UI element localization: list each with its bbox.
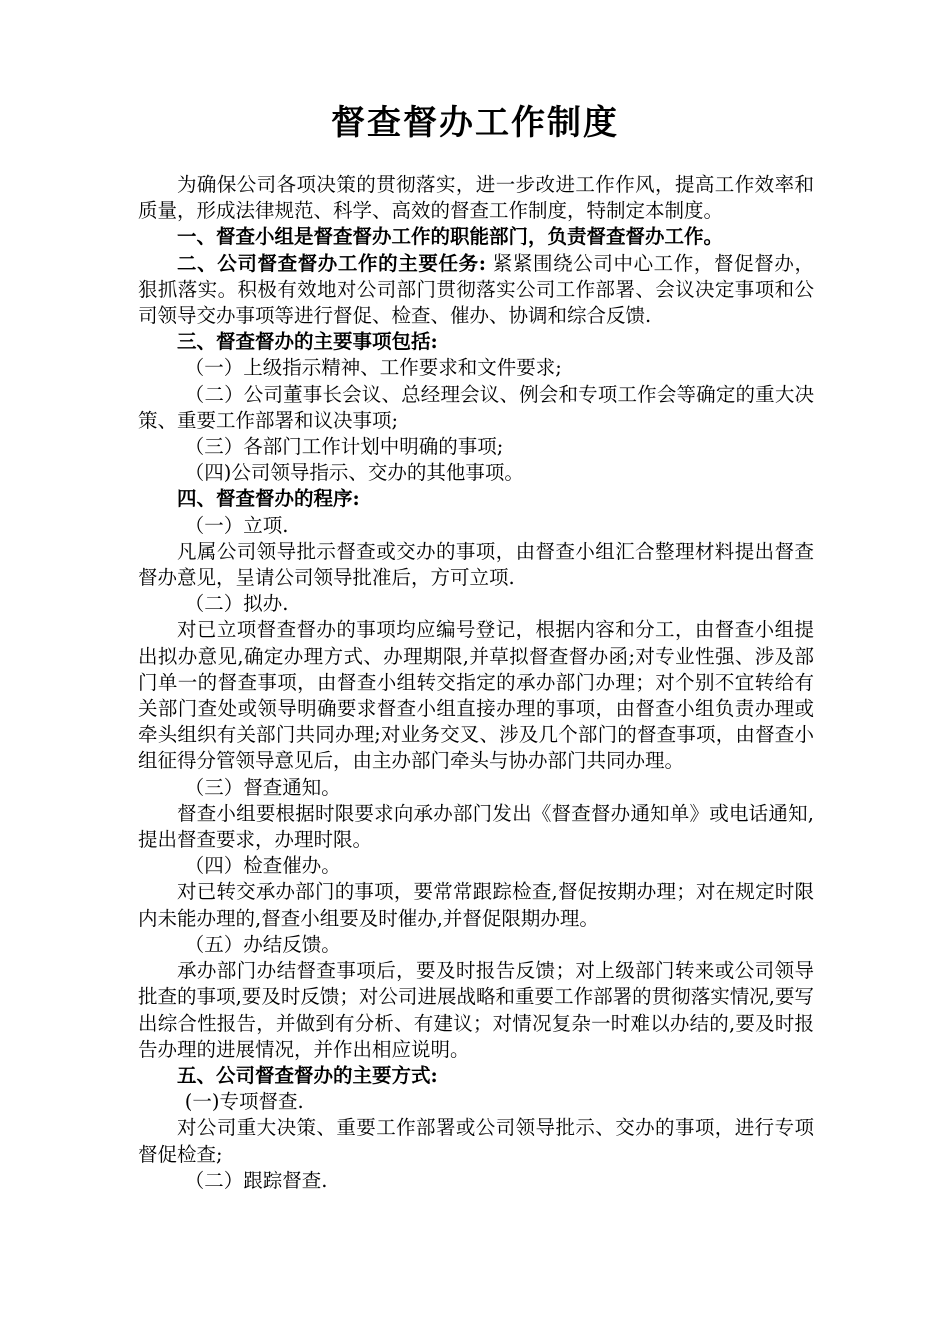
section-heading-2: 二、公司督查督办工作的主要任务: bbox=[177, 251, 486, 275]
document-title: 督查督办工作制度 bbox=[331, 103, 619, 143]
subsection-heading: （二）拟办. bbox=[184, 592, 289, 616]
section-heading-1: 一、督查小组是督查督办工作的职能部门，负责督查督办工作。 bbox=[177, 225, 724, 249]
subsection-heading: （二）跟踪督查. bbox=[184, 1168, 328, 1192]
paragraph-intro: 为确保公司各项决策的贯彻落实，进一步改进工作作风，提高工作效率和质量，形成法律规范、科学、高效的督查工作制度，特制定本制度。 bbox=[138, 173, 814, 223]
list-item: （三）各部门工作计划中明确的事项; bbox=[184, 435, 504, 459]
subsection-heading: （三）督查通知。 bbox=[184, 775, 341, 799]
subsection-heading: （五）办结反馈。 bbox=[184, 932, 341, 956]
subsection-heading: （一）立项. bbox=[184, 513, 289, 537]
body-paragraph: 承办部门办结督查事项后，要及时报告反馈；对上级部门转来或公司领导批查的事项,要及时反馈；对公司进展战略和重要工作部署的贯彻落实情况,要写出综合性报告，并做到有分析、有建议；对情况复杂一时难以办结的,要及时报告办理的进展情况，并作出相应说明。 bbox=[138, 959, 814, 1061]
subsection-heading: (一)专项督查. bbox=[184, 1090, 304, 1114]
section-heading-4: 四、督查督办的程序: bbox=[177, 487, 360, 511]
list-item: （二）公司董事长会议、总经理会议、例会和专项工作会等确定的重大决策、重要工作部署和议决事项; bbox=[138, 382, 814, 432]
list-item: （一）上级指示精神、工作要求和文件要求; bbox=[184, 356, 562, 380]
document-body bbox=[138, 172, 814, 1194]
body-paragraph: 督查小组要根据时限要求向承办部门发出《督查督办通知单》或电话通知,提出督查要求，办理时限。 bbox=[138, 801, 814, 852]
section-2-text: 紧紧围绕公司中心工作，督促督办，狠抓落实。积极有效地对公司部门贯彻落实公司工作部署、会议决定事项和公司领导交办事项等进行督促、检查、催办、协调和综合反馈. bbox=[138, 251, 814, 328]
section-heading-3: 三、督查督办的主要事项包括: bbox=[177, 330, 438, 354]
subsection-heading: （四）检查催办。 bbox=[184, 854, 341, 878]
section-heading-5: 五、公司督查督办的主要方式: bbox=[177, 1063, 438, 1087]
section-2-paragraph bbox=[138, 251, 814, 330]
body-paragraph: 对公司重大决策、重要工作部署或公司领导批示、交办的事项，进行专项督促检查; bbox=[138, 1116, 814, 1166]
body-paragraph: 对已立项督查督办的事项均应编号登记，根据内容和分工，由督查小组提出拟办意见,确定办理方式、办理期限,并草拟督查督办函;对专业性强、涉及部门单一的督查事项，由督查小组转交指定的承办部门办理；对个别不宜转给有关部门查处或领导明确要求督查小组直接办理的事项，由督查小组负责办理或牵头组织有关部门共同办理;对业务交叉、涉及几个部门的督查事项，由督查小组征得分管领导意见后，由主办部门牵头与协办部门共同办理。 bbox=[138, 618, 814, 773]
list-item: （四)公司领导指示、交办的其他事项。 bbox=[184, 461, 524, 485]
body-paragraph: 对已转交承办部门的事项，要常常跟踪检查,督促按期办理；对在规定时限内未能办理的,督查小组要及时催办,并督促限期办理。 bbox=[138, 880, 814, 930]
body-paragraph: 凡属公司领导批示督查或交办的事项，由督查小组汇合整理材料提出督查督办意见，呈请公司领导批准后，方可立项. bbox=[138, 539, 814, 590]
